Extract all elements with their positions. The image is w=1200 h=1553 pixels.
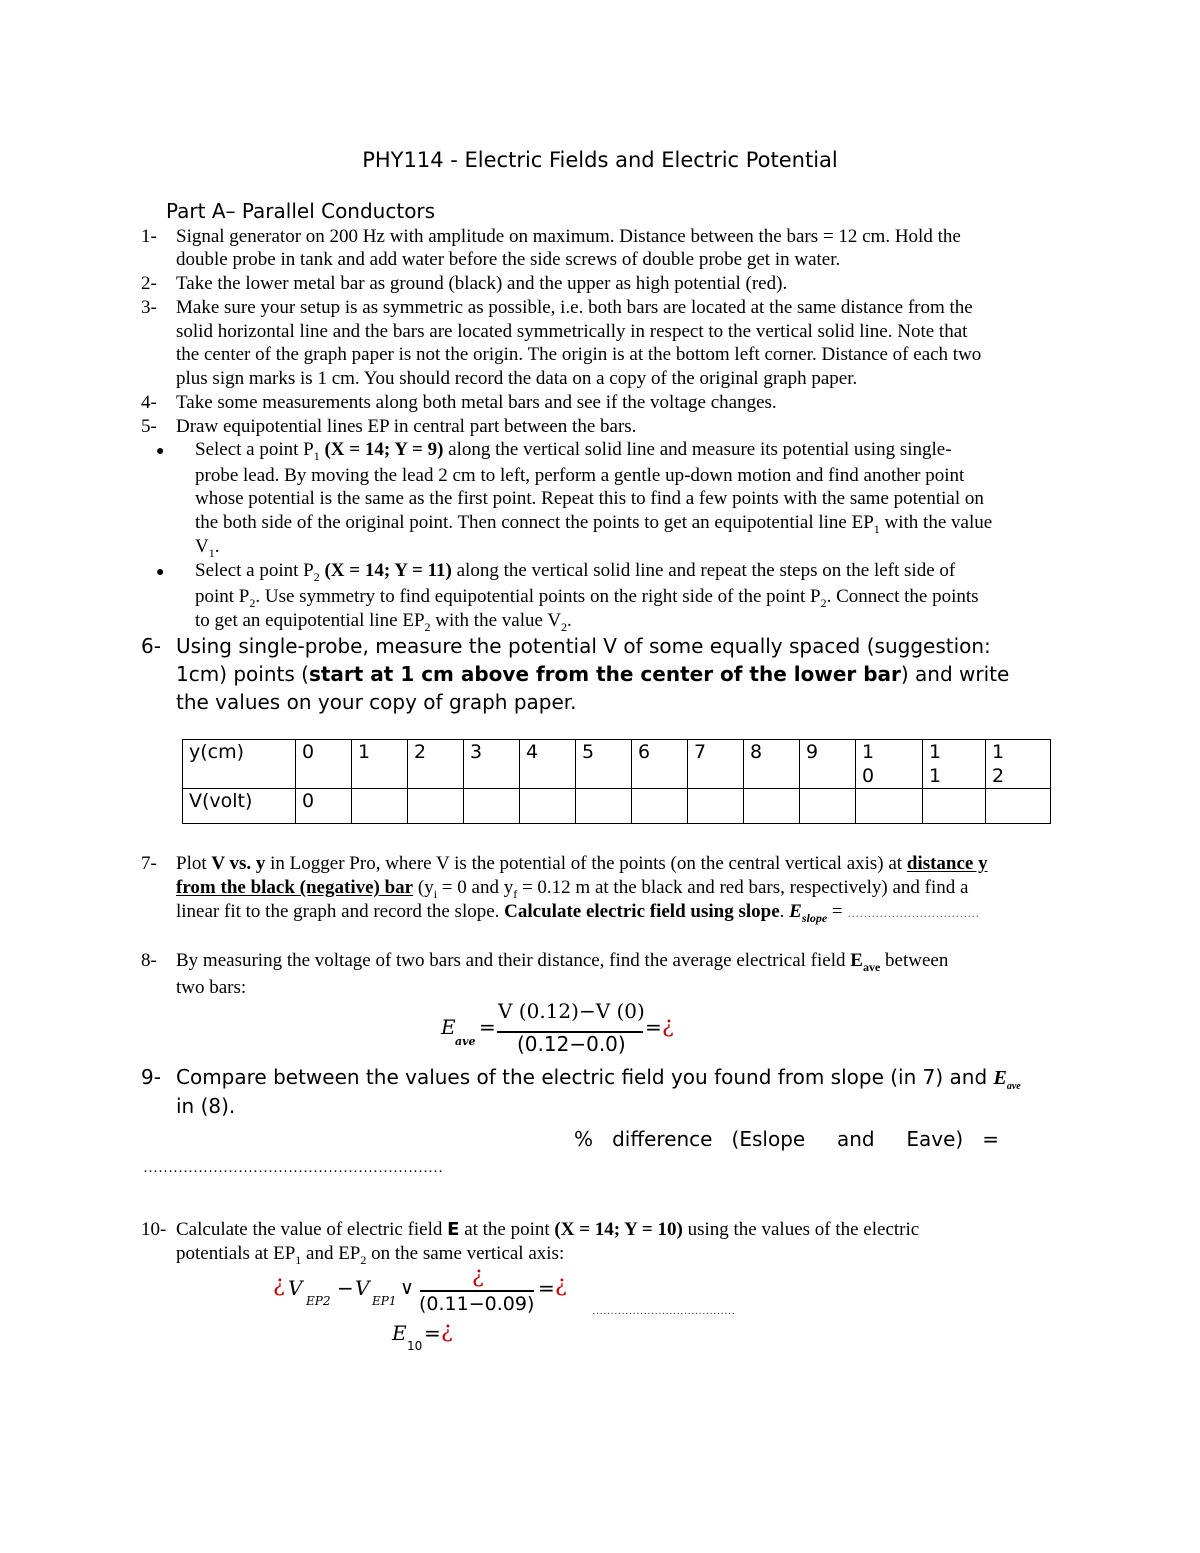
step-text: By measuring the voltage of two bars and their distance, find the average electrical field $E_{ave}$ between <box>176 950 949 974</box>
step-text: Calculate the value of electric field E at the point (X = 14; Y = 10) using the values of the electric <box>176 1219 920 1240</box>
bullet-text: point $P_2$. Use symmetry to find equipotential points on the right side of the point $P_2$. Connect the points <box>195 586 979 610</box>
step-text: Compare between the values of the electric field you found from slope (in 7) and $E_{ave}$ <box>176 1065 1021 1092</box>
table-cell[interactable] <box>520 789 576 824</box>
percent-difference-label: % difference (Eslope and Eave) = <box>574 1127 1000 1151</box>
table-cell: 3 <box>464 740 520 789</box>
step-text: from the black (negative) bar ($y_i = 0$ and $y_f = 0.12$ m at the black and red bars, respectively) and find a <box>176 877 969 901</box>
table-cell: 6 <box>632 740 688 789</box>
formula-denominator: (0.11−0.09) <box>419 1293 535 1315</box>
table-cell[interactable] <box>800 789 856 824</box>
step-text: plus sign marks is 1 cm. You should record the data on a copy of the original graph paper. <box>176 368 858 389</box>
step-number: 2- <box>141 273 157 294</box>
table-cell: 1 <box>352 740 408 789</box>
formula-numerator: ¿ <box>472 1263 484 1288</box>
step-text: double probe in tank and add water before the side screws of double probe get in water. <box>176 249 841 270</box>
table-cell[interactable] <box>632 789 688 824</box>
table-cell: 1 0 <box>856 740 923 789</box>
table-cell[interactable]: 0 <box>296 789 352 824</box>
bullet-text: $V_1$. <box>195 536 220 560</box>
step-text: Make sure your setup is as symmetric as possible, i.e. both bars are located at the same distance from the <box>176 297 973 318</box>
table-cell[interactable] <box>352 789 408 824</box>
step-text: Plot V vs. y in Logger Pro, where V is the potential of the points (on the central vertical axis) at distance y <box>176 853 988 874</box>
table-cell[interactable] <box>744 789 800 824</box>
formula-denominator: (0.12−0.0) <box>517 1032 626 1056</box>
table-cell: 2 <box>408 740 464 789</box>
document-page: PHY114 - Electric Fields and Electric Potential Part A– Parallel Conductors 1- Signal generator on 200 Hz with amplitude on maximum. Distance between the bars = 12 cm. Hold the double probe in tank and add water before the side screws of double probe get in water. 2- Take the lower metal bar as ground (black) and the upper as high potential (red). 3- Make sure your setup is as symmetric as possible, i.e. both bars are located at the same distance from the solid horizontal line and the bars are located symmetrically in respect to the vertical solid line. Note that the center of the graph paper is not the origin. The origin is at the bottom left corner. Distance of each two plus sign marks is 1 cm. You should record the data on a copy of the original graph paper. 4- Take some measurements along both metal bars and see if the voltage changes. 5- Draw equipotential lines EP in central part between the bars. ● Select a point $P_1$ (X = 14; Y = 9) along the vertical solid line and measure its potential using single- probe lead. By moving the lead 2 cm to left, perform a gentle up-down motion and find another point whose potential is the same as the first point. Repeat this to find a few points with the same potential on the both side of the original point. Then connect the points to get an equipotential line $EP_1$ with the value $V_1$. ● Select a point $P_2$ (X = 14; Y = 11) along the vertical solid line and repeat the steps on the left side of point $P_2$. Use symmetry to find equipotential points on the right side of the point $P_2$. Connect the points to get an equipotential line $EP_2$ with the value $V_2$. 6- Using single-probe, measure the potential V of some equally spaced (suggestion: 1cm) points (start at 1 cm above from the center of the lower bar) and write the values on your copy of graph paper. y(cm) 0 1 2 3 4 5 6 7 8 9 1 0 1 1 1 2 V(volt) 0 7- Plot V vs. y in Logger Pro, where V is the potential of the points (on the central vertical axis) at distance y from the black (negative) bar ($y_i = 0$ and $y_f = 0.12$ m at the black and red bars, respectively) and find a linear fit to the graph and record the slope. Calculate electric field using slope. $E_{slope}$ = …………………………… 8- By measuring the voltage of two bars and their distance, find the average electrical field $E_{ave}$ between two bars: E ave = V (0.12)−V (0) (0.12−0.0) = ¿ 9- Compare between the values of the electric field you found from slope (in 7) and $E_{ave}$ in (8). % difference (Eslope and Eave) = …………………………………………………… 10- Calculate the value of electric field E at the point (X = 14; Y = 10) using the values of the electric potentials at $EP_1$ and $EP_2$ on the same vertical axis: ¿ V EP2 − V EP1 ∨ ¿ (0.11−0.09) = ¿ ………………………………… E 10 = ¿ <box>0 0 1200 1553</box>
formula-numerator: V (0.12)−V (0) <box>498 999 645 1023</box>
bullet-icon: ● <box>156 444 165 459</box>
step-text: solid horizontal line and the bars are located symmetrically in respect to the vertical solid line. Note that <box>176 321 968 342</box>
answer-blank[interactable]: ………………………………… <box>592 1305 735 1317</box>
data-table <box>182 739 1051 824</box>
step-number: 7- <box>141 853 157 874</box>
step-text: Signal generator on 200 Hz with amplitude on maximum. Distance between the bars = 12 cm. Hold the <box>176 226 961 247</box>
step-text: in (8). <box>176 1094 236 1118</box>
step-number: 4- <box>141 392 157 413</box>
fraction-bar <box>420 1290 534 1292</box>
table-header-cell: y(cm) <box>183 740 296 789</box>
page-title: PHY114 - Electric Fields and Electric Potential <box>362 148 838 172</box>
bullet-text: to get an equipotential line $EP_2$ with the value $V_2$. <box>195 610 572 634</box>
section-heading: Part A– Parallel Conductors <box>166 199 436 223</box>
table-cell: 0 <box>296 740 352 789</box>
bullet-text: probe lead. By moving the lead 2 cm to left, perform a gentle up-down motion and find another point <box>195 465 965 486</box>
step-text: Take the lower metal bar as ground (black) and the upper as high potential (red). <box>176 273 788 294</box>
table-cell: 1 2 <box>986 740 1051 789</box>
answer-blank[interactable]: …………………………………………………… <box>143 1160 443 1176</box>
bullet-text: whose potential is the same as the first point. Repeat this to find a few points with the same potential on <box>195 488 984 509</box>
step-text: Draw equipotential lines EP in central part between the bars. <box>176 416 637 437</box>
step-number: 1- <box>141 226 157 247</box>
table-cell[interactable] <box>986 789 1051 824</box>
table-cell[interactable] <box>923 789 986 824</box>
step-text: potentials at $EP_1$ and $EP_2$ on the same vertical axis: <box>176 1243 565 1267</box>
table-row <box>183 740 1051 789</box>
step-text: Take some measurements along both metal bars and see if the voltage changes. <box>176 392 777 413</box>
step-text: 1cm) points (start at 1 cm above from the center of the lower bar) and write <box>176 662 1010 686</box>
table-cell[interactable] <box>408 789 464 824</box>
bullet-text: Select a point $P_1$ (X = 14; Y = 9) along the vertical solid line and measure its potential using single- <box>195 439 952 463</box>
table-cell: 9 <box>800 740 856 789</box>
step-text: two bars: <box>176 977 247 998</box>
bullet-text: the both side of the original point. Then connect the points to get an equipotential line $EP_1$ with the value <box>195 512 993 536</box>
table-cell[interactable] <box>856 789 923 824</box>
step-number: 6- <box>141 634 161 658</box>
table-cell[interactable] <box>576 789 632 824</box>
table-cell[interactable] <box>688 789 744 824</box>
step-text: the values on your copy of graph paper. <box>176 690 577 714</box>
step-number: 8- <box>141 950 157 971</box>
step-number: 3- <box>141 297 157 318</box>
step-text: the center of the graph paper is not the origin. The origin is at the bottom left corner. Distance of each two <box>176 344 982 365</box>
step-number: 5- <box>141 416 157 437</box>
step-text: Using single-probe, measure the potential V of some equally spaced (suggestion: <box>176 634 991 658</box>
table-cell: 8 <box>744 740 800 789</box>
table-header-cell: V(volt) <box>183 789 296 824</box>
step-number: 9- <box>141 1065 161 1089</box>
table-cell: 7 <box>688 740 744 789</box>
step-number: 10- <box>141 1219 167 1240</box>
table-cell: 1 1 <box>923 740 986 789</box>
step-text: linear fit to the graph and record the slope. Calculate electric field using slope. $E_{slope}$ = …………………………… <box>176 901 980 925</box>
table-cell: 5 <box>576 740 632 789</box>
bullet-text: Select a point $P_2$ (X = 14; Y = 11) along the vertical solid line and repeat the steps on the left side of <box>195 560 956 584</box>
table-cell: 4 <box>520 740 576 789</box>
table-row <box>183 789 1051 824</box>
table-cell[interactable] <box>464 789 520 824</box>
bullet-icon: ● <box>156 565 165 580</box>
